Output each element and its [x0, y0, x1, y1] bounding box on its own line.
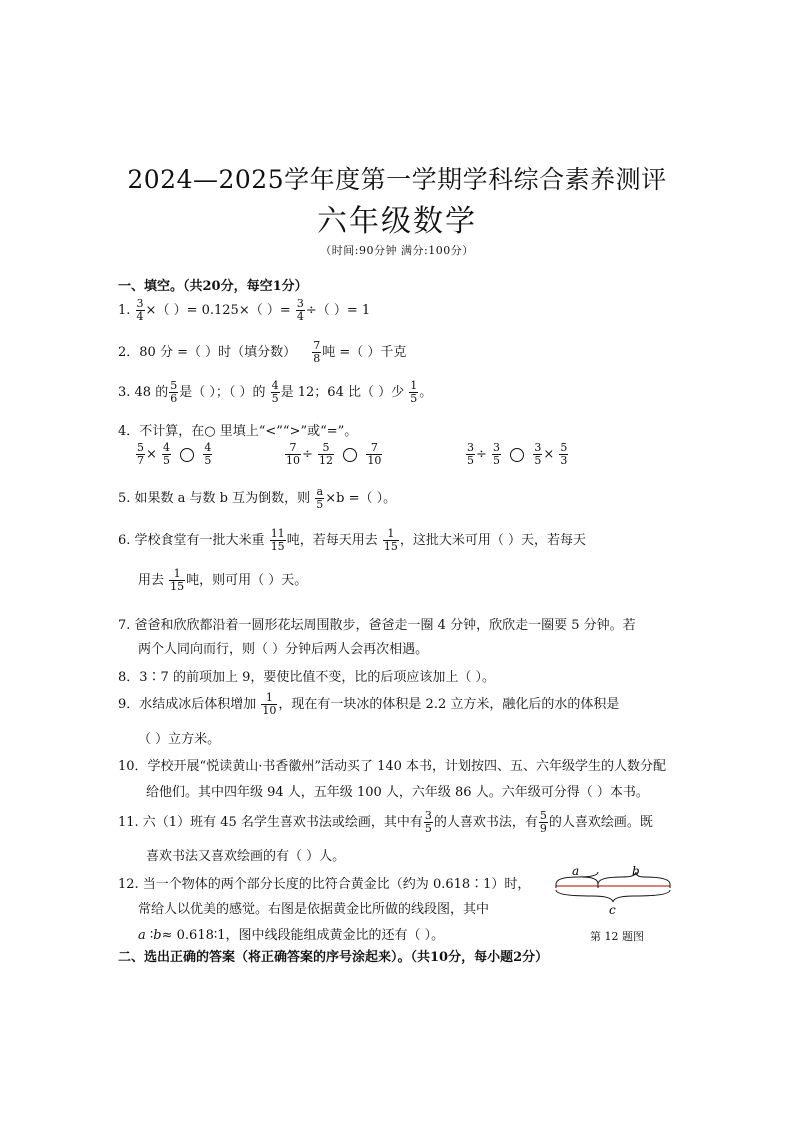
fraction: $\frac{1}{10}$ — [262, 691, 277, 717]
fraction: $\frac{7}{8}$ — [313, 339, 321, 365]
question-7-line-1: 7. 爸爸和欣欣都沿着一圆形花坛周围散步，爸爸走一圈 4 分钟，欣欣走一圈要 5 分钟。若 — [118, 618, 636, 633]
question-12-line-3 — [138, 924, 444, 943]
brace-a-right — [582, 877, 598, 884]
question-8: 8．3∶7 的前项加上 9，要使比值不变，比的后项应该加上（ ）。 — [118, 670, 495, 685]
q9-text-1: 9．水结成冰后体积增加 — [118, 697, 257, 712]
q4-item-c — [465, 442, 569, 467]
ratio-colon: ∶ — [149, 928, 154, 943]
section-1-heading: 一、填空。（共20分，每空1分） — [118, 279, 308, 294]
q11-text-2: 的人喜欢书法，有 — [433, 815, 538, 830]
fraction: $\frac{3}{5}$ — [493, 441, 501, 467]
comparison-circle[interactable] — [180, 448, 194, 462]
question-10-line-2: 给他们。其中四年级 94 人，五年级 100 人，六年级 86 人。六年级可分得（ ）本书。 — [146, 785, 649, 800]
fraction: $\frac{4}{5}$ — [163, 441, 171, 467]
label-c: c — [609, 903, 616, 917]
q6-text-5: 吨，则可用（ ）天。 — [186, 573, 308, 588]
q6-text-1: 6. 学校食堂有一批大米重 — [118, 533, 265, 548]
q9-text-2: ，现在有一块冰的体积是 2.2 立方米，融化后的水的体积是 — [278, 697, 620, 712]
fraction: $\frac{4}{5}$ — [271, 379, 279, 405]
fraction: $\frac{7}{10}$ — [367, 441, 382, 467]
fraction: $\frac{1}{5}$ — [410, 379, 418, 405]
question-11-line-2: 喜欢书法又喜欢绘画的有（ ）人。 — [146, 849, 346, 864]
q5-text-2: ×b =（ ）。 — [325, 491, 397, 506]
q2-text-1: 2．80 分 =（ ）时（填分数） — [118, 345, 297, 360]
exam-title: 2024—2025学年度第一学期学科综合素养测评 — [127, 165, 667, 194]
section-2-heading: 二、选出正确的答案（将正确答案的序号涂起来）。（共10分，每小题2分） — [118, 950, 549, 965]
fraction: $\frac{3}{5}$ — [534, 441, 542, 467]
fraction: $\frac{5}{12}$ — [319, 441, 334, 467]
question-1 — [118, 298, 370, 323]
golden-ratio-diagram — [552, 862, 676, 924]
comparison-circle[interactable] — [343, 448, 357, 462]
q11-text-1: 11. 六（1）班有 45 名学生喜欢书法或绘画，其中有 — [118, 815, 423, 830]
figure-caption: 第 12 题图 — [590, 930, 644, 943]
fraction: $\frac{3}{4}$ — [136, 297, 144, 323]
variable-b: b — [153, 928, 162, 943]
q1-text-1: ×（ ）= 0.125×（ ）= — [145, 303, 291, 318]
comparison-circle[interactable] — [510, 448, 524, 462]
fraction: $\frac{11}{15}$ — [270, 527, 285, 553]
fraction: $\frac{5}{6}$ — [170, 379, 178, 405]
q11-text-3: 的人喜欢绘画。既 — [548, 815, 653, 830]
fraction: $\frac{a}{5}$ — [316, 485, 324, 511]
question-10-line-1: 10．学校开展“悦读黄山·书香徽州”活动买了 140 本书，计划按四、五、六年级学生的人数分配 — [118, 759, 667, 774]
fraction: $\frac{1}{15}$ — [383, 527, 398, 553]
q6-text-3: ，这批大米可用（ ）天，若每天 — [399, 533, 586, 548]
exam-info: （时间:90分钟 满分:100分） — [320, 244, 474, 257]
question-2 — [118, 340, 406, 365]
brace-b-right — [636, 872, 670, 884]
q12-text-rest: ≈ 0.618∶1，图中线段能组成黄金比的还有（ ）。 — [161, 928, 445, 943]
q4-item-a — [135, 442, 213, 467]
q5-text-1: 5. 如果数 a 与数 b 互为倒数，则 — [118, 491, 311, 506]
question-11 — [118, 810, 653, 835]
fraction: $\frac{7}{10}$ — [286, 441, 300, 467]
q6-text-4: 用去 — [138, 573, 165, 588]
question-3 — [118, 380, 432, 405]
q1-number: 1. — [118, 303, 131, 318]
variable-a: a — [138, 928, 146, 943]
operator: ÷ — [302, 447, 313, 462]
operator: × — [146, 447, 157, 462]
question-6 — [118, 528, 586, 553]
question-12-line-1: 12. 当一个物体的两个部分长度的比符合黄金比（约为 0.618∶1）时， — [118, 877, 531, 892]
fraction: $\frac{3}{4}$ — [296, 297, 304, 323]
q4-item-b — [284, 442, 383, 467]
q3-text-1: 3. 48 的 — [118, 385, 169, 400]
question-6-line-2 — [138, 568, 307, 593]
q3-text-4: 。 — [419, 385, 433, 400]
fraction: $\frac{3}{5}$ — [424, 809, 432, 835]
q3-text-3: 是 12；64 比（ ）少 — [280, 385, 405, 400]
brace-b-left — [598, 872, 636, 884]
exam-subject: 六年级数学 — [317, 204, 477, 239]
question-9-line-2: （ ）立方米。 — [138, 732, 221, 747]
label-b: b — [632, 864, 640, 878]
question-9 — [118, 692, 619, 717]
q2-text-2: 吨 =（ ）千克 — [322, 345, 407, 360]
q6-text-2: 吨，若每天用去 — [286, 533, 378, 548]
fraction: $\frac{3}{5}$ — [467, 441, 474, 467]
question-5 — [118, 486, 396, 511]
fraction: $\frac{5}{3}$ — [560, 441, 568, 467]
question-12-line-2: 常给人以优美的感觉。右图是依据黄金比所做的线段图，其中 — [138, 902, 490, 917]
operator: ÷ — [476, 447, 487, 462]
fraction: $\frac{5}{9}$ — [539, 809, 547, 835]
q3-text-2: 是（ ）；（ ）的 — [179, 385, 266, 400]
operator: × — [543, 447, 555, 462]
fraction: $\frac{4}{5}$ — [204, 441, 212, 467]
brace-c — [556, 890, 670, 902]
fraction: $\frac{5}{7}$ — [137, 441, 144, 467]
q1-text-2: ÷（ ）= 1 — [305, 303, 371, 318]
question-4: 4．不计算，在○ 里填上“<”“>”或“=”。 — [118, 424, 358, 439]
question-7-line-2: 两个人同向而行，则（ ）分钟后两人会再次相遇。 — [138, 642, 429, 657]
label-a: a — [572, 864, 580, 878]
fraction: $\frac{1}{15}$ — [170, 567, 185, 593]
